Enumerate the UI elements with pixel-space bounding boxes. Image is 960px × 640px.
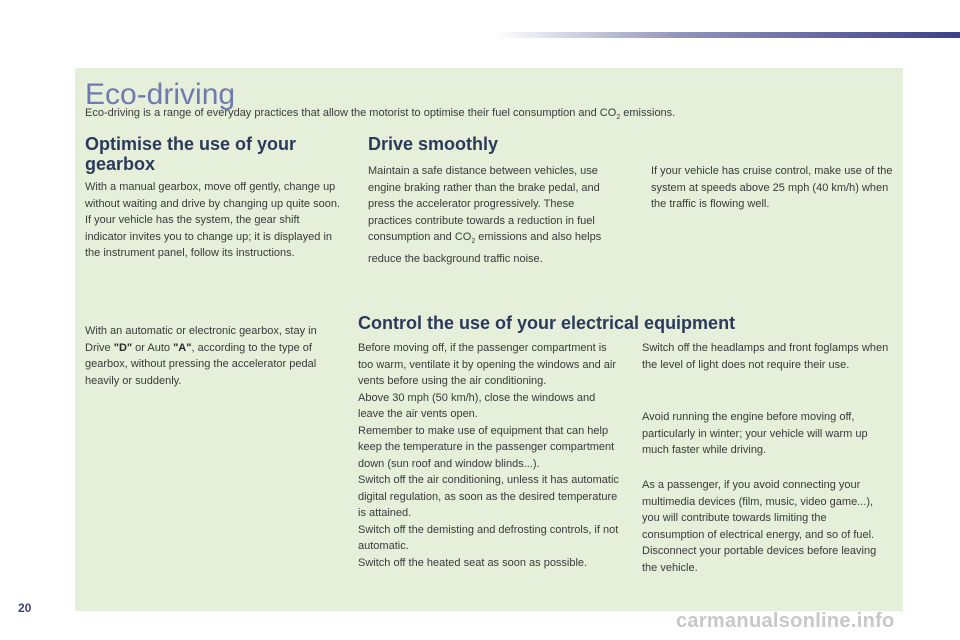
smooth-text-a: Maintain a safe distance between vehicles, use engine braking rather than the brake pedal, and press the accelerator progressively. These practices contribute towards a reduction in fuel consumption and CO xyxy=(368,165,600,243)
gearbox-auto-text-a: With an automatic or electronic gearbox, stay in Drive xyxy=(85,325,317,354)
gearbox-auto-text-c: , according to the type of gearbox, without pressing the accelerator pedal heavily or suddenly. xyxy=(85,341,317,387)
intro-text-end: emissions. xyxy=(620,107,676,119)
electrical-item: Switch off the heated seat as soon as possible. xyxy=(358,556,588,569)
electrical-heading: Control the use of your electrical equipment xyxy=(358,313,736,333)
drive-mode-label: "D" xyxy=(113,341,133,354)
gearbox-heading: Optimise the use of your gearbox xyxy=(85,134,297,174)
electrical-item: Remember to make use of equipment that can help keep the temperature in the passenger compartment down (sun roof and window blinds...). xyxy=(358,424,615,470)
cruise-control-text: If your vehicle has cruise control, make use of the system at speeds above 25 mph (40 km/h) when the traffic is flowing well. xyxy=(651,165,893,210)
multimedia-paragraph: As a passenger, if you avoid connecting your multimedia devices (film, music, video game...), you will contribute towards limiting the consumption of electrical energy, and so of fuel. xyxy=(642,479,875,541)
smooth-heading: Drive smoothly xyxy=(368,134,499,154)
intro-text xyxy=(85,107,675,121)
multimedia-text xyxy=(642,477,892,576)
electrical-item: Above 30 mph (50 km/h), close the windows and leave the air vents open. xyxy=(358,391,596,420)
intro-text-main: Eco-driving is a range of everyday practices that allow the motorist to optimise their fuel consumption and CO xyxy=(85,107,617,119)
gearbox-auto-text-b: or Auto xyxy=(132,341,174,354)
electrical-item: Switch off the demisting and defrosting controls, if not automatic. xyxy=(358,523,619,552)
watermark: carmanualsonline.info xyxy=(676,610,895,632)
disconnect-paragraph: Disconnect your portable devices before leaving the vehicle. xyxy=(642,545,877,574)
headlamps-text: Switch off the headlamps and front foglamps when the level of light does not require their use. xyxy=(642,342,889,371)
page-number: 20 xyxy=(18,601,32,615)
electrical-left-text xyxy=(358,340,623,571)
gearbox-manual-text: With a manual gearbox, move off gently, change up without waiting and drive by changing up quite soon. If your vehicle has the system, the gear shift indicator invites you to change up; it is displayed in the instrument panel, follow its instructions. xyxy=(85,181,341,259)
auto-mode-label: "A" xyxy=(173,341,192,354)
electrical-item: Switch off the air conditioning, unless it has automatic digital regulation, as soon as the desired temperature is attained. xyxy=(358,474,619,519)
smooth-text xyxy=(368,163,613,267)
gearbox-automatic-text xyxy=(85,323,330,389)
electrical-item: Before moving off, if the passenger compartment is too warm, ventilate it by opening the windows and air vents before using the air conditioning. xyxy=(358,342,617,387)
engine-warmup-text: Avoid running the engine before moving off, particularly in winter; your vehicle will warm up much faster while driving. xyxy=(642,411,868,456)
page-title: Eco-driving xyxy=(85,78,236,111)
smooth-subscript: 2 xyxy=(471,238,476,246)
header-gradient-bar xyxy=(495,32,960,38)
smooth-text-b: emissions and also helps reduce the background traffic noise. xyxy=(368,231,602,265)
intro-subscript: 2 xyxy=(616,114,621,122)
